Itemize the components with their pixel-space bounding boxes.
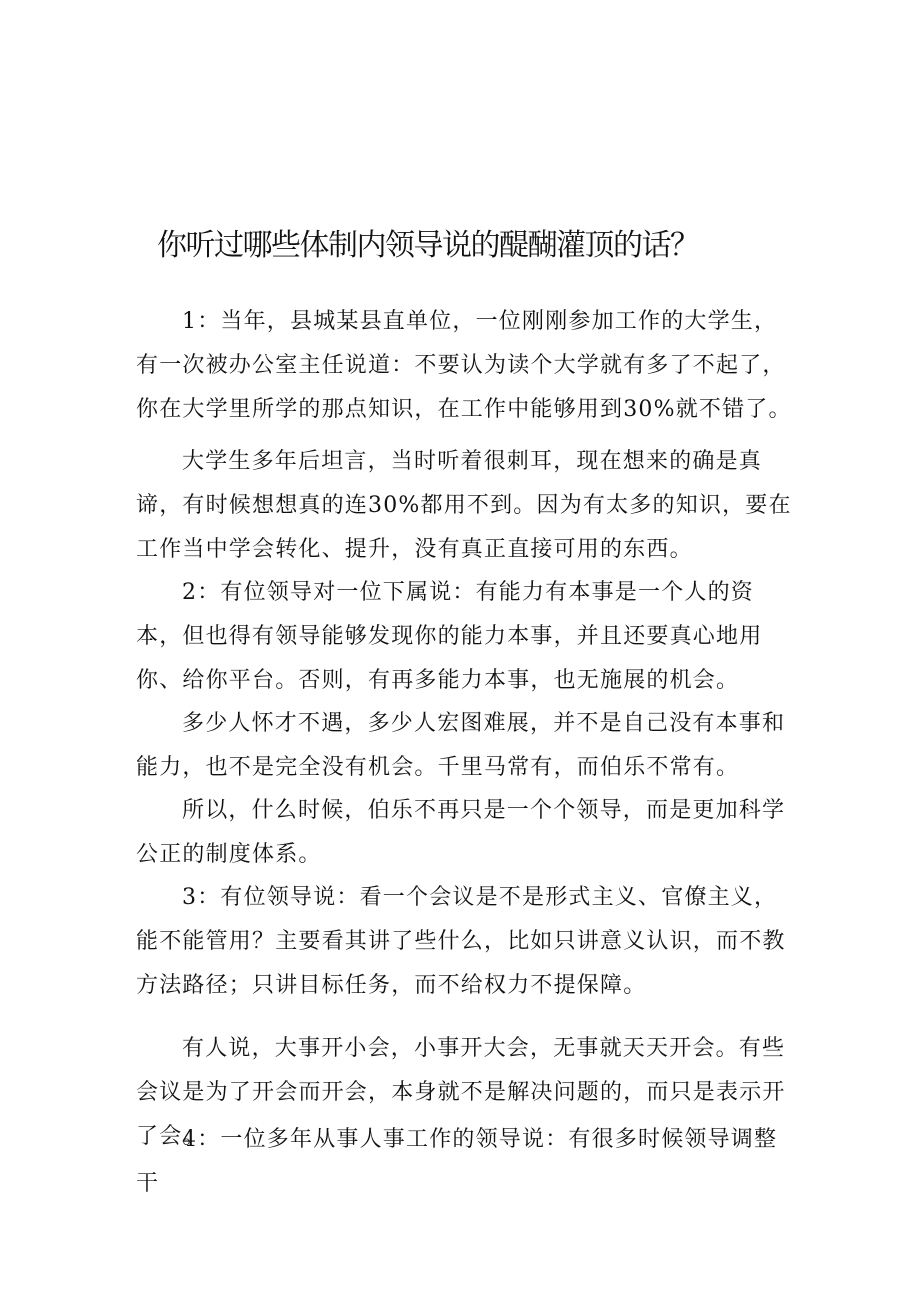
paragraph-5: 所以，什么时候，伯乐不再只是一个个领导，而是更加科学公正的制度体系。 [136, 798, 786, 867]
paragraph-7: 有人说，大事开小会，小事开大会，无事就天天开会。有些会议是为了开会而开会，本身就不是解决问题的，而只是表示开了会。 [136, 1036, 786, 1149]
paragraph-1: 1：当年，县城某县直单位，一位刚刚参加工作的大学生，有一次被办公室主任说道：不要认为读个大学就有多了不起了，你在大学里所学的那点知识，在工作中能够用到30%就不错了。 [136, 309, 792, 422]
paragraph-3: 2：有位领导对一位下属说：有能力有本事是一个人的资本，但也得有领导能够发现你的能力本事，并且还要真心地用你、给你平台。否则，有再多能力本事，也无施展的机会。 [136, 580, 763, 693]
paragraph-8: 4：一位多年从事人事工作的领导说：有很多时候领导调整干 [136, 1127, 778, 1196]
paragraph-4: 多少人怀才不遇，多少人宏图难展，并不是自己没有本事和能力，也不是完全没有机会。千里马常有，而伯乐不常有。 [136, 711, 786, 780]
paragraph-2: 大学生多年后坦言，当时听着很刺耳，现在想来的确是真谛，有时候想想真的连30%都用不到。因为有太多的知识，要在工作当中学会转化、提升，没有真正直接可用的东西。 [136, 449, 792, 562]
paragraph-6: 3：有位领导说：看一个会议是不是形式主义、官僚主义，能不能管用？主要看其讲了些什么，比如只讲意义认识，而不教方法路径；只讲目标任务，而不给权力不提保障。 [136, 885, 786, 998]
article-title: 你听过哪些体制内领导说的醍醐灌顶的话？ [157, 228, 699, 263]
